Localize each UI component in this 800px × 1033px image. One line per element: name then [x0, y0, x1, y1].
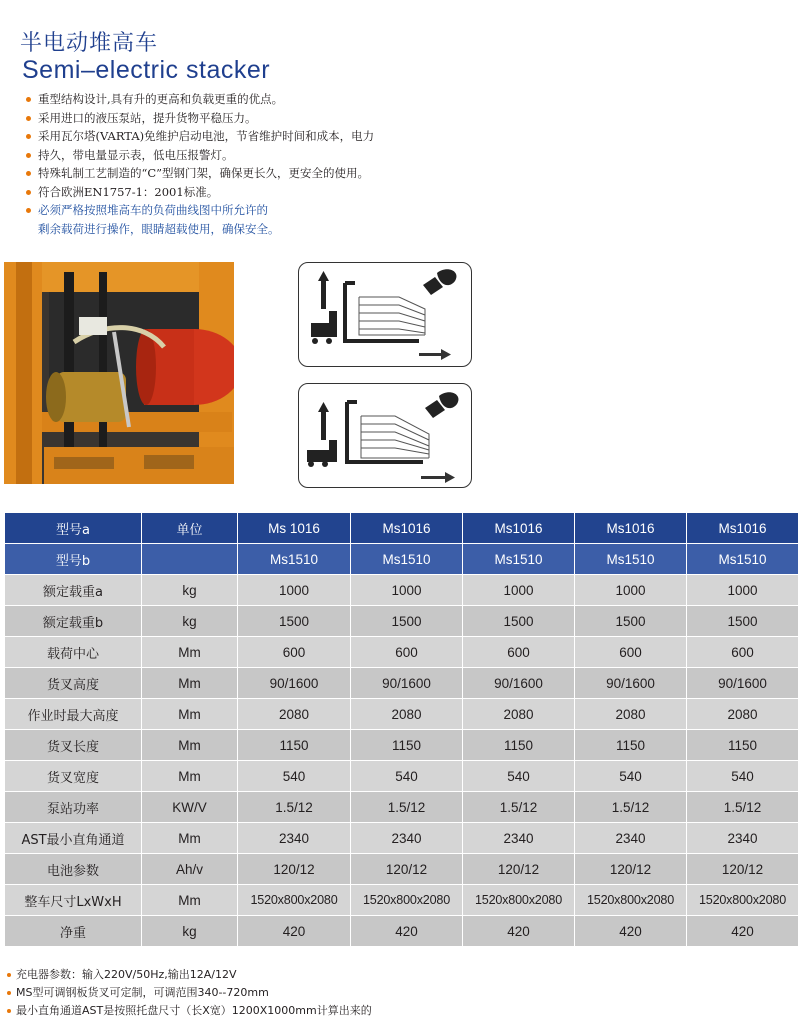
bullet-icon	[26, 171, 31, 176]
feature-item: 采用进口的液压泵站，提升货物平稳压力。	[26, 109, 496, 128]
table-row	[5, 854, 799, 885]
value-cell: 120/12	[463, 854, 575, 885]
table-header-cell: Ms1510	[463, 544, 575, 575]
bullet-icon	[26, 116, 31, 121]
stacker-hydraulic-pump-photo	[4, 262, 234, 484]
unit-cell: Mm	[142, 885, 238, 916]
value-cell: 1.5/12	[238, 792, 351, 823]
unit-cell: kg	[142, 606, 238, 637]
feature-item: 重型结构设计,具有升的更高和负载更重的优点。	[26, 90, 496, 109]
table-row	[5, 668, 799, 699]
value-cell: 2080	[351, 699, 463, 730]
value-cell: 420	[351, 916, 463, 947]
value-cell: 2340	[575, 823, 687, 854]
table-header-cell: 型号b	[5, 544, 142, 575]
footnote-item: 最小直角通道AST是按照托盘尺寸（长X宽）1200X1000mm计算出来的	[6, 1002, 786, 1020]
value-cell: 90/1600	[238, 668, 351, 699]
table-header-cell: Ms1016	[463, 513, 575, 544]
bullet-icon	[26, 153, 31, 158]
unit-cell: Mm	[142, 637, 238, 668]
value-cell: 1500	[463, 606, 575, 637]
bullet-icon	[7, 973, 11, 977]
value-cell: 120/12	[238, 854, 351, 885]
bullet-icon	[26, 97, 31, 102]
value-cell: 2340	[463, 823, 575, 854]
unit-cell: Mm	[142, 730, 238, 761]
unit-cell: kg	[142, 916, 238, 947]
value-cell: 420	[238, 916, 351, 947]
bullet-icon	[26, 190, 31, 195]
row-label-cell: 作业时最大高度	[5, 699, 142, 730]
value-cell: 1520x800x2080	[463, 885, 575, 916]
table-header-cell	[142, 544, 238, 575]
table-header-cell: 型号a	[5, 513, 142, 544]
pallet-icon	[423, 269, 456, 295]
value-cell: 420	[463, 916, 575, 947]
value-cell: 90/1600	[463, 668, 575, 699]
table-header-cell: Ms1016	[351, 513, 463, 544]
feature-item-warning: 必须严格按照堆高车的负荷曲线图中所允许的	[26, 201, 496, 220]
value-cell: 1.5/12	[575, 792, 687, 823]
value-cell: 540	[575, 761, 687, 792]
value-cell: 1520x800x2080	[687, 885, 799, 916]
value-cell: 2080	[575, 699, 687, 730]
load-curve-diagram	[298, 262, 472, 367]
value-cell: 120/12	[575, 854, 687, 885]
table-row	[5, 606, 799, 637]
unit-cell: KW/V	[142, 792, 238, 823]
table-header-row	[5, 513, 799, 544]
value-cell: 1150	[463, 730, 575, 761]
value-cell: 600	[351, 637, 463, 668]
bullet-icon	[26, 208, 31, 213]
row-label-cell: 额定载重b	[5, 606, 142, 637]
value-cell: 1500	[238, 606, 351, 637]
bullet-icon	[7, 991, 11, 995]
feature-item-continuation: 剩余载荷进行操作，眼睛超载使用，确保安全。	[38, 221, 280, 236]
table-row	[5, 761, 799, 792]
stacker-icon	[307, 440, 337, 467]
value-cell: 1000	[463, 575, 575, 606]
feature-item: 特殊轧制工艺制造的“C”型钢门架，确保更长久，更安全的使用。	[26, 164, 496, 183]
value-cell: 90/1600	[575, 668, 687, 699]
table-row	[5, 792, 799, 823]
row-label-cell: 净重	[5, 916, 142, 947]
table-subheader-row	[5, 544, 799, 575]
value-cell: 120/12	[351, 854, 463, 885]
feature-item: 持久，带电量显示表，低电压报警灯。	[26, 146, 496, 165]
value-cell: 2080	[238, 699, 351, 730]
value-cell: 1000	[238, 575, 351, 606]
value-cell: 1150	[687, 730, 799, 761]
pallet-icon	[425, 392, 458, 418]
value-cell: 420	[687, 916, 799, 947]
load-curve-diagram	[298, 383, 472, 488]
value-cell: 1500	[351, 606, 463, 637]
table-header-cell: Ms1510	[575, 544, 687, 575]
value-cell: 1500	[575, 606, 687, 637]
value-cell: 1000	[687, 575, 799, 606]
feature-item: 采用瓦尔塔(VARTA)免维护启动电池，节省维护时间和成本，电力	[26, 127, 496, 146]
value-cell: 540	[687, 761, 799, 792]
row-label-cell: 货叉宽度	[5, 761, 142, 792]
value-cell: 600	[687, 637, 799, 668]
unit-cell: kg	[142, 575, 238, 606]
footnote-item: 充电器参数：输入220V/50Hz,输出12A/12V	[6, 966, 786, 984]
travel-arrow-icon	[419, 349, 451, 360]
bullet-icon	[26, 134, 31, 139]
value-cell: 600	[463, 637, 575, 668]
travel-arrow-icon	[421, 472, 455, 483]
value-cell: 1000	[575, 575, 687, 606]
lift-arrow-icon	[321, 410, 326, 440]
table-row	[5, 699, 799, 730]
value-cell: 90/1600	[687, 668, 799, 699]
value-cell: 2080	[687, 699, 799, 730]
table-header-cell: Ms1510	[238, 544, 351, 575]
value-cell: 2340	[687, 823, 799, 854]
value-cell: 2340	[351, 823, 463, 854]
unit-cell: Mm	[142, 761, 238, 792]
value-cell: 420	[575, 916, 687, 947]
value-cell: 1150	[575, 730, 687, 761]
table-header-cell: Ms1016	[575, 513, 687, 544]
table-header-cell: 单位	[142, 513, 238, 544]
row-label-cell: 货叉长度	[5, 730, 142, 761]
value-cell: 1150	[238, 730, 351, 761]
unit-cell: Mm	[142, 823, 238, 854]
unit-cell: Mm	[142, 699, 238, 730]
table-row	[5, 575, 799, 606]
value-cell: 1520x800x2080	[575, 885, 687, 916]
row-label-cell: 额定载重a	[5, 575, 142, 606]
lift-arrow-icon	[321, 279, 326, 309]
value-cell: 600	[575, 637, 687, 668]
value-cell: 540	[351, 761, 463, 792]
page-title-en: Semi–electric stacker	[22, 56, 271, 84]
value-cell: 600	[238, 637, 351, 668]
table-row	[5, 885, 799, 916]
row-label-cell: 电池参数	[5, 854, 142, 885]
row-label-cell: 整车尺寸LxWxH	[5, 885, 142, 916]
table-header-cell: Ms 1016	[238, 513, 351, 544]
value-cell: 1520x800x2080	[351, 885, 463, 916]
value-cell: 120/12	[687, 854, 799, 885]
footnotes	[6, 966, 786, 1020]
stacker-icon	[311, 311, 337, 344]
value-cell: 2340	[238, 823, 351, 854]
value-cell: 1.5/12	[351, 792, 463, 823]
page-title-cn: 半电动堆高车	[20, 31, 159, 56]
value-cell: 1000	[351, 575, 463, 606]
table-header-cell: Ms1016	[687, 513, 799, 544]
row-label-cell: 泵站功率	[5, 792, 142, 823]
footnote-item: MS型可调钢板货叉可定制，可调范围340--720mm	[6, 984, 786, 1002]
unit-cell: Ah/v	[142, 854, 238, 885]
value-cell: 1.5/12	[687, 792, 799, 823]
feature-list	[26, 90, 496, 238]
table-row	[5, 823, 799, 854]
row-label-cell: AST最小直角通道	[5, 823, 142, 854]
value-cell: 540	[463, 761, 575, 792]
value-cell: 2080	[463, 699, 575, 730]
feature-item: 符合欧洲EN1757-1：2001标准。	[26, 183, 496, 202]
value-cell: 1500	[687, 606, 799, 637]
row-label-cell: 载荷中心	[5, 637, 142, 668]
table-row	[5, 916, 799, 947]
value-cell: 90/1600	[351, 668, 463, 699]
spec-table	[4, 512, 799, 947]
bullet-icon	[7, 1009, 11, 1013]
row-label-cell: 货叉高度	[5, 668, 142, 699]
value-cell: 1.5/12	[463, 792, 575, 823]
unit-cell: Mm	[142, 668, 238, 699]
table-header-cell: Ms1510	[351, 544, 463, 575]
value-cell: 540	[238, 761, 351, 792]
table-row	[5, 637, 799, 668]
table-header-cell: Ms1510	[687, 544, 799, 575]
value-cell: 1150	[351, 730, 463, 761]
value-cell: 1520x800x2080	[238, 885, 351, 916]
table-row	[5, 730, 799, 761]
